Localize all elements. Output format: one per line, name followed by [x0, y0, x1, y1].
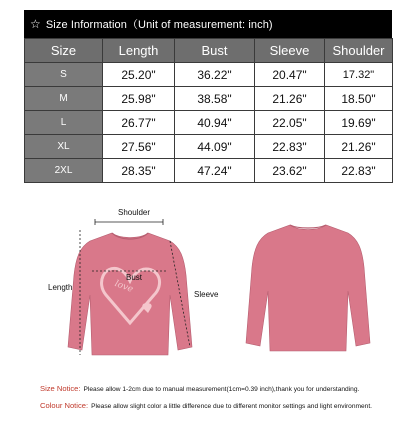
- table-row: [25, 135, 393, 159]
- size-cell: XL: [25, 135, 103, 159]
- column-header-sleeve: Sleeve: [255, 39, 325, 63]
- size-info-header: [24, 10, 392, 38]
- length-cell: 25.20": [103, 63, 175, 87]
- back-sweater-body: [246, 225, 370, 351]
- sleeve-label: Sleeve: [194, 290, 219, 299]
- bust-cell: 44.09": [175, 135, 255, 159]
- column-header-bust: Bust: [175, 39, 255, 63]
- sleeve-cell: 20.47": [255, 63, 325, 87]
- sleeve-cell: 22.83": [255, 135, 325, 159]
- table-row: [25, 111, 393, 135]
- length-cell: 26.77": [103, 111, 175, 135]
- bust-cell: 47.24": [175, 159, 255, 183]
- column-header-shoulder: Shoulder: [325, 39, 393, 63]
- back-sweater: [246, 225, 370, 351]
- size-notice-key: Size Notice:: [40, 384, 81, 393]
- column-header-size: Size: [25, 39, 103, 63]
- sleeve-cell: 21.26": [255, 87, 325, 111]
- star-icon: ☆: [30, 17, 41, 31]
- column-header-length: Length: [103, 39, 175, 63]
- shoulder-cell: 19.69": [325, 111, 393, 135]
- table-row: [25, 87, 393, 111]
- colour-notice-text: Please allow slight color a little difference due to different monitor settings and light environment.: [91, 403, 373, 410]
- length-label: Length: [48, 283, 73, 292]
- size-notice-text: Please allow 1-2cm due to manual measurement(1cm=0.39 inch),thank you for understanding.: [83, 386, 360, 393]
- measurement-diagram: [0, 195, 416, 370]
- size-cell: S: [25, 63, 103, 87]
- bust-cell: 36.22": [175, 63, 255, 87]
- front-sweater: [68, 233, 192, 355]
- table-row: [25, 159, 393, 183]
- bust-cell: 38.58": [175, 87, 255, 111]
- love-print-text: love: [113, 279, 135, 295]
- shoulder-cell: 21.26": [325, 135, 393, 159]
- sleeve-cell: 22.05": [255, 111, 325, 135]
- shoulder-cell: 18.50": [325, 87, 393, 111]
- size-cell: 2XL: [25, 159, 103, 183]
- table-header-row: [25, 39, 393, 63]
- colour-notice: [40, 401, 372, 410]
- shoulder-cell: 22.83": [325, 159, 393, 183]
- bust-label: Bust: [126, 273, 143, 282]
- size-info-title: Size Information（Unit of measurement: inch): [45, 19, 273, 31]
- bust-cell: 40.94": [175, 111, 255, 135]
- sleeve-cell: 23.62": [255, 159, 325, 183]
- size-cell: M: [25, 87, 103, 111]
- length-cell: 28.35": [103, 159, 175, 183]
- size-notice: [40, 384, 359, 393]
- colour-notice-key: Colour Notice:: [40, 401, 89, 410]
- length-cell: 25.98": [103, 87, 175, 111]
- table-row: [25, 63, 393, 87]
- length-cell: 27.56": [103, 135, 175, 159]
- size-chart-table: [24, 38, 393, 183]
- shoulder-cell: 17.32": [325, 63, 393, 87]
- size-cell: L: [25, 111, 103, 135]
- shoulder-label: Shoulder: [118, 208, 151, 217]
